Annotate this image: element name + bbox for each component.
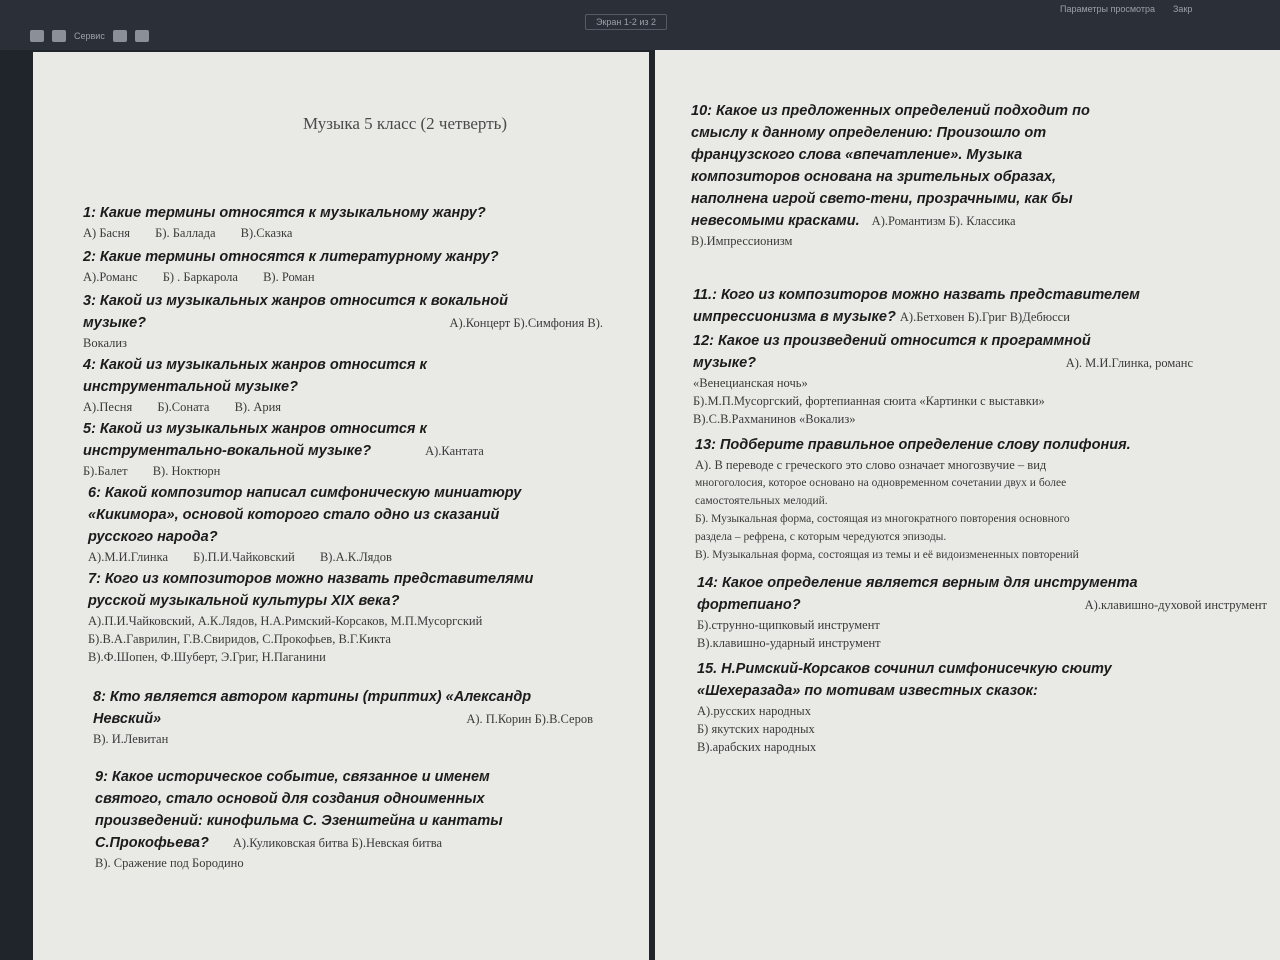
question-text-cont: музыке? xyxy=(83,315,147,331)
answer-b: Б) якутских народных xyxy=(697,722,815,736)
question-text: 11.: Кого из композиторов можно назвать представителем xyxy=(693,287,1140,303)
answer-b: Б). Баллада xyxy=(155,226,216,240)
answer-a: А). В переводе с греческого это слово означает многозвучие – вид xyxy=(695,458,1047,472)
answer-a: А).Романс xyxy=(83,270,138,284)
page-indicator[interactable]: Экран 1-2 из 2 xyxy=(585,14,667,30)
question-text: 3: Какой из музыкальных жанров относится к вокальной xyxy=(83,293,508,309)
answer-inline: А).Куликовская битва Б).Невская битва xyxy=(232,836,443,850)
answer-options xyxy=(83,462,603,480)
question-text: 8: Кто является автором картины (триптих) «Александр xyxy=(93,689,532,705)
toolbar-right xyxy=(1060,4,1192,14)
question-13 xyxy=(695,434,1270,564)
answer-a: А).М.И.Глинка xyxy=(88,550,169,564)
question-11 xyxy=(693,284,1273,328)
answer-c-cont: Вокализ xyxy=(83,336,127,350)
answer-c: В).Ф.Шопен, Ф.Шуберт, Э.Григ, Н.Паганини xyxy=(88,650,326,664)
question-text: 4: Какой из музыкальных жанров относится к xyxy=(83,357,427,373)
edit-icon[interactable] xyxy=(113,30,127,42)
question-text-cont: фортепиано? xyxy=(697,597,801,613)
question-text-3: французского слова «впечатление». Музыка xyxy=(691,147,1023,163)
answer-c: В).клавишно-ударный инструмент xyxy=(697,636,881,650)
answer-b: Б).М.П.Мусоргский, фортепианная сюита «Картинки с выставки» xyxy=(693,394,1045,408)
answer-a: А) Басня xyxy=(83,226,131,240)
answer-options xyxy=(83,398,427,416)
print-icon[interactable] xyxy=(30,30,44,42)
question-text-cont: импрессионизма в музыке? xyxy=(693,309,896,325)
toolbar-left xyxy=(30,30,149,42)
document-page-2 xyxy=(655,50,1280,960)
question-text-3: русского народа? xyxy=(88,529,218,545)
document-title: Музыка 5 класс (2 четверть) xyxy=(303,114,508,133)
question-text-2 xyxy=(693,352,1193,374)
answer-c: В). Ария xyxy=(234,400,282,414)
answer-c: В).Импрессионизм xyxy=(691,234,793,248)
answer-c: В).А.К.Лядов xyxy=(319,550,392,564)
close-button[interactable]: Закр xyxy=(1173,4,1193,14)
answer-b: Б). Музыкальная форма, состоящая из многократного повторения основного xyxy=(695,513,1070,525)
question-text-2 xyxy=(697,594,1267,616)
answer-c: В). Ноктюрн xyxy=(152,464,221,478)
question-text-6 xyxy=(691,210,1251,232)
folder-icon[interactable] xyxy=(135,30,149,42)
question-1 xyxy=(83,202,486,242)
question-text-2 xyxy=(83,440,603,462)
question-text: 2: Какие термины относятся к литературному жанру? xyxy=(83,249,499,265)
question-text-4 xyxy=(95,832,503,854)
answer-b: Б) . Баркарола xyxy=(162,270,238,284)
question-5 xyxy=(83,418,603,480)
question-text-cont: С.Прокофьева? xyxy=(95,835,209,851)
answer-c: В).арабских народных xyxy=(697,740,817,754)
answer-b-cont: раздела – рефрена, с которым чередуются эпизоды. xyxy=(695,531,947,543)
question-text: 9: Какое историческое событие, связанное и именем xyxy=(95,769,490,785)
question-9 xyxy=(95,766,503,872)
question-3 xyxy=(83,290,603,352)
question-text-cont: невесомыми красками. xyxy=(691,213,860,229)
question-text: 1: Какие термины относятся к музыкальному жанру? xyxy=(83,205,486,221)
question-14 xyxy=(697,572,1267,652)
preview-params-button[interactable]: Параметры просмотра xyxy=(1060,4,1155,14)
answer-c: В). Сражение под Бородино xyxy=(95,856,244,870)
question-text: 15. Н.Римский-Корсаков сочинил симфонисечкую сюиту xyxy=(697,661,1112,677)
question-text-2: смыслу к данному определению: Произошло от xyxy=(691,125,1047,141)
document-page-1 xyxy=(33,52,649,960)
preview-toolbar xyxy=(0,0,1280,50)
question-text: 14: Какое определение является верным для инструмента xyxy=(697,575,1138,591)
question-7 xyxy=(88,568,533,666)
question-text: 6: Какой композитор написал симфоническую миниатюру xyxy=(88,485,522,501)
answer-a-cont: «Венецианская ночь» xyxy=(693,376,808,390)
answer-a: А).русских народных xyxy=(697,704,811,718)
answer-inline: А).Бетховен Б).Григ В)Дебюсси xyxy=(899,310,1070,324)
answer-c: В).Сказка xyxy=(240,226,293,240)
answer-c: В).С.В.Рахманинов «Вокализ» xyxy=(693,412,856,426)
question-2 xyxy=(83,246,499,286)
question-text-2: святого, стало основой для создания одноименных xyxy=(95,791,485,807)
question-4 xyxy=(83,354,427,416)
answer-c: В). Роман xyxy=(263,270,315,284)
answer-inline: А). П.Корин Б).В.Серов xyxy=(466,712,593,726)
question-text: 7: Кого из композиторов можно назвать представителями xyxy=(88,571,534,587)
answer-c: В). Музыкальная форма, состоящая из темы и её видоизмененных повторений xyxy=(695,549,1079,561)
question-8 xyxy=(93,686,593,748)
question-6 xyxy=(88,482,521,566)
question-text-2: русской музыкальной культуры XIX века? xyxy=(88,593,400,609)
answer-b: Б).Соната xyxy=(157,400,210,414)
question-text-4: композиторов основана на зрительных образах, xyxy=(691,169,1057,185)
tools-icon[interactable] xyxy=(52,30,66,42)
answer-a: А). М.И.Глинка, романс xyxy=(1065,356,1193,370)
answer-a-cont: многоголосия, которое основано на одновременном сочетании двух и более xyxy=(695,477,1067,489)
answer-b: Б).В.А.Гаврилин, Г.В.Свиридов, С.Прокофьев, В.Г.Кикта xyxy=(88,632,391,646)
tools-menu[interactable]: Сервис xyxy=(74,31,105,41)
answer-options xyxy=(83,268,499,286)
question-text-2: «Шехеразада» по мотивам известных сказок: xyxy=(697,683,1038,699)
question-12 xyxy=(693,330,1253,428)
answer-options xyxy=(83,224,486,242)
question-text-2: инструментальной музыке? xyxy=(83,379,298,395)
question-text-2 xyxy=(93,708,593,730)
question-text-5: наполнена игрой свето-тени, прозрачными, как бы xyxy=(691,191,1073,207)
question-text-3: произведений: кинофильма С. Эзенштейна и кантаты xyxy=(95,813,503,829)
question-text-2 xyxy=(693,306,1273,328)
answer-a: А).Песня xyxy=(83,400,133,414)
answer-options xyxy=(88,548,521,566)
answer-a: А).клавишно-духовой инструмент xyxy=(1084,598,1267,612)
answer-a-cont-2: самостоятельных мелодий. xyxy=(695,495,828,507)
answer-a: А).Кантата xyxy=(425,444,484,458)
answer-b: Б).П.И.Чайковский xyxy=(193,550,295,564)
question-text: 5: Какой из музыкальных жанров относится к xyxy=(83,421,427,437)
answer-inline: А).Романтизм Б). Классика xyxy=(871,214,1016,228)
question-text-2: «Кикимора», основой которого стало одно из сказаний xyxy=(88,507,500,523)
answer-b: Б).Балет xyxy=(83,464,128,478)
question-text-cont: музыке? xyxy=(693,355,757,371)
question-text: 13: Подберите правильное определение слову полифония. xyxy=(695,437,1131,453)
question-10 xyxy=(691,100,1251,250)
answer-c: В). И.Левитан xyxy=(93,732,169,746)
question-text-cont: Невский» xyxy=(93,711,162,727)
question-text-2 xyxy=(83,312,603,334)
answer-inline: А).Концерт Б).Симфония В). xyxy=(449,316,603,330)
question-text: 10: Какое из предложенных определений подходит по xyxy=(691,103,1090,119)
question-text: 12: Какое из произведений относится к программной xyxy=(693,333,1091,349)
question-text-cont: инструментально-вокальной музыке? xyxy=(83,443,372,459)
answer-a: А).П.И.Чайковский, А.К.Лядов, Н.А.Римский-Корсаков, М.П.Мусоргский xyxy=(88,614,483,628)
question-15 xyxy=(697,658,1112,756)
answer-b: Б).струнно-щипковый инструмент xyxy=(697,618,880,632)
